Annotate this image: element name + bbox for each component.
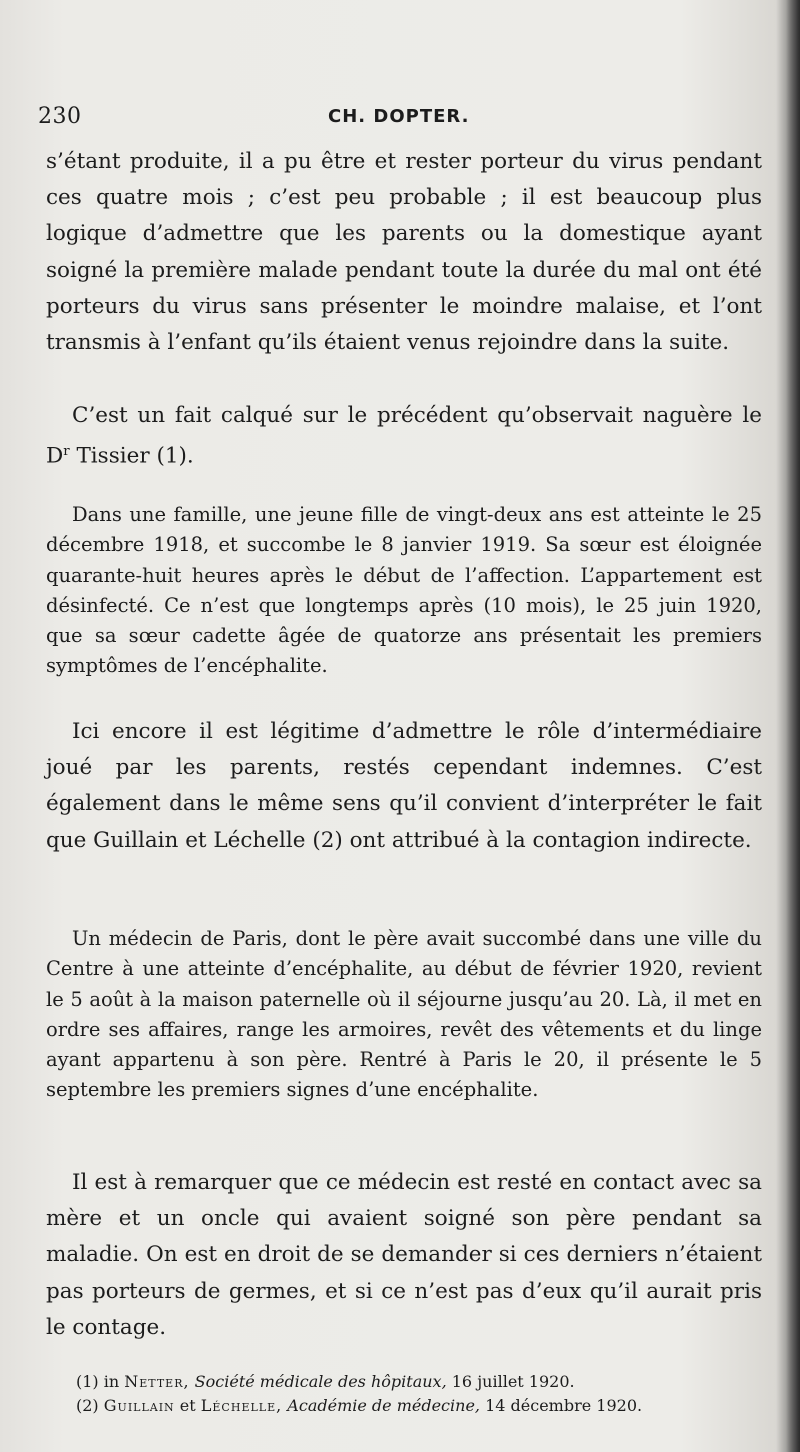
footnote-2-date: 14 décembre 1920.: [485, 1396, 643, 1415]
footnote-2-source: Académie de médecine,: [287, 1396, 480, 1415]
paragraph-tissier-text: C’est un fait calqué sur le précédent qu’observait naguère le D: [46, 403, 762, 469]
running-head: CH. DOPTER.: [328, 106, 470, 127]
footnote-1-source: Société médicale des hôpitaux,: [194, 1372, 447, 1391]
footnote-2-marker: (2): [76, 1396, 99, 1415]
footnote-1-author: Netter,: [124, 1372, 190, 1391]
footnotes: [76, 1370, 776, 1418]
paragraph-intermediary: Ici encore il est légitime d’admettre le rôle d’intermédiaire joué par les parents, restés cependant indemnes. C’est également dans le même sens qu’il convient d’interpréter le fait que Guillain et Léchelle (2) ont attribué à la contagion indirecte.: [46, 719, 762, 853]
doctor-superscript: r: [63, 444, 70, 460]
footnote-1-date: 16 juillet 1920.: [451, 1372, 575, 1391]
case-report-guillain: Un médecin de Paris, dont le père avait succombé dans une ville du Centre à une atteinte d’encéphalite, au début de février 1920, revient le 5 août à la maison paternelle où il séjourne jusqu’au 20. Là, il met en ordre ses affaires, range les armoires, revêt des vêtements et du linge ayant appartenu à son père. Rentré à Paris le 20, il présente le 5 septembre les premiers signes d’une encéphalite.: [46, 927, 762, 1102]
paragraph-continuation: s’étant produite, il a pu être et rester porteur du virus pendant ces quatre mois ; c’est peu probable ; il est beaucoup plus logique d’admettre que les parents ou la domestique ayant soigné la première malade pendant toute la durée du mal ont été porteurs du virus sans présenter le moindre malaise, et l’ont transmis à l’enfant qu’ils étaient venus rejoindre dans la suite.: [46, 149, 762, 356]
paragraph-conclusion: Il est à remarquer que ce médecin est resté en contact avec sa mère et un oncle qui avaient soigné son père pendant sa maladie. On est en droit de se demander si ces derniers n’étaient pas porteurs de germes, et si ce n’est pas d’eux qu’il aurait pris le contage.: [46, 1170, 762, 1340]
footnote-1: [76, 1370, 776, 1394]
footnote-2-author: Guillain: [103, 1396, 175, 1415]
footnote-2-author2: Léchelle,: [200, 1396, 283, 1415]
paragraph-tissier: [46, 398, 762, 475]
footnote-2: [76, 1394, 776, 1418]
paragraph-tissier-text-end: Tissier (1).: [69, 443, 194, 469]
page-header: [38, 104, 758, 134]
case-report-tissier: Dans une famille, une jeune fille de vingt-deux ans est atteinte le 25 décembre 1918, et succombe le 8 janvier 1919. Sa sœur est éloignée quarante-huit heures après le début de l’affection. L’appartement est désinfecté. Ce n’est que longtemps après (10 mois), le 25 juin 1920, que sa sœur cadette âgée de quatorze ans présentait les premiers symptômes de l’encéphalite.: [46, 503, 762, 678]
page-number: 230: [38, 104, 82, 129]
binding-shadow: [786, 0, 800, 1452]
footnote-1-marker: (1) in: [76, 1372, 120, 1391]
footnote-2-conj: et: [179, 1396, 196, 1415]
